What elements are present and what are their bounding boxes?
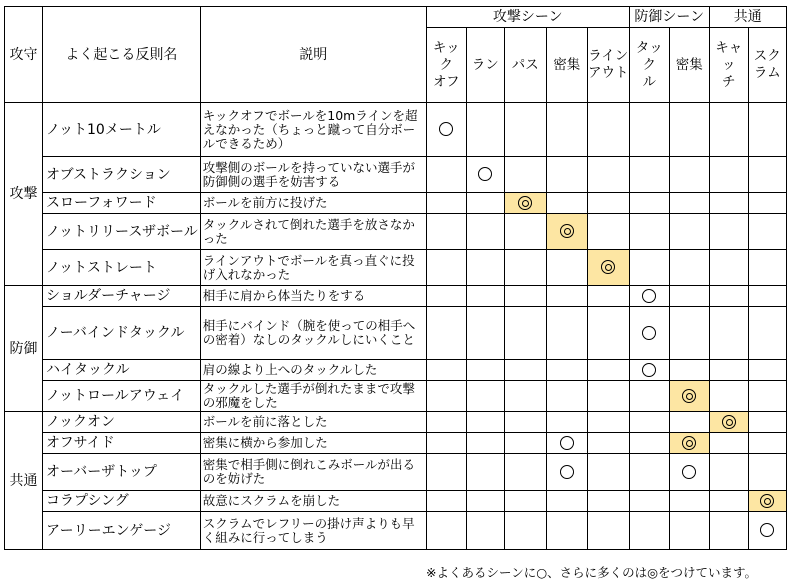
scene-cell [669,214,709,250]
double-circle-mark [518,196,532,210]
scene-cell [466,286,504,307]
scene-cell [426,512,466,550]
scene-cell [426,381,466,412]
scene-cell [748,412,786,433]
scene-cell [546,250,587,286]
scene-cell [587,360,629,381]
scene-cell [748,433,786,454]
foul-description: 相手にバインド（腕を使っての相手への密着）なしのタックルしにいくこと [200,307,426,360]
scene-cell [748,286,786,307]
double-circle-mark [682,389,696,403]
scene-cell [466,412,504,433]
table-row [5,412,787,433]
scene-cell [466,193,504,214]
scene-cell [748,250,786,286]
footnote: ※よくあるシーンに○、さらに多くのは◎をつけています。 [426,565,758,580]
scene-cell [629,307,669,360]
scene-cell [504,214,546,250]
double-circle-mark [682,436,696,450]
scene-cell [748,491,786,512]
foul-name: オーバーザトップ [43,454,201,491]
scene-cell [709,412,748,433]
circle-mark [682,465,696,479]
scene-cell [546,433,587,454]
foul-name: ノットリリースザボール [43,214,201,250]
circle-mark [642,363,656,377]
scene-cell [629,286,669,307]
table-row [5,433,787,454]
scene-cell [709,454,748,491]
scene-cell [709,307,748,360]
side-defense: 防御 [5,286,43,412]
scene-cell [669,512,709,550]
scene-cell [546,491,587,512]
scene-cell [466,491,504,512]
table-row [5,214,787,250]
table-row [5,491,787,512]
foul-description: タックルした選手が倒れたままで攻撃の邪魔をした [200,381,426,412]
scene-cell [629,412,669,433]
header-desc: 説明 [200,7,426,103]
scene-cell [669,433,709,454]
foul-description: ボールを前方に投げた [200,193,426,214]
double-circle-mark [601,260,615,274]
scene-cell [426,214,466,250]
scene-cell [504,433,546,454]
scene-cell [504,103,546,157]
scene-cell [669,193,709,214]
scene-cell [748,512,786,550]
scene-cell [504,157,546,193]
scene-cell [748,103,786,157]
foul-description: キックオフでボールを10mラインを超えなかった（ちょっと蹴って自分ボールできるため） [200,103,426,157]
scene-cell [669,454,709,491]
scene-cell [504,454,546,491]
scene-cell [669,307,709,360]
scene-header-7: キャッ チ [709,28,748,103]
scene-cell [748,307,786,360]
scene-cell [629,193,669,214]
scene-header-1: ラン [466,28,504,103]
scene-cell [426,412,466,433]
scene-cell [504,193,546,214]
scene-cell [748,381,786,412]
scene-cell [587,433,629,454]
foul-name: オブストラクション [43,157,201,193]
scene-cell [669,491,709,512]
scene-cell [709,491,748,512]
scene-cell [629,491,669,512]
scene-cell [587,512,629,550]
scene-cell [587,307,629,360]
scene-cell [669,250,709,286]
foul-table [4,6,787,550]
header-name: よく起こる反則名 [43,7,201,103]
scene-cell [426,491,466,512]
scene-header-5: タック ル [629,28,669,103]
scene-cell [504,286,546,307]
scene-cell [587,412,629,433]
circle-mark [439,122,453,136]
foul-description: タックルされて倒れた選手を放さなかった [200,214,426,250]
scene-cell [709,157,748,193]
header-group-attack: 攻撃シーン [426,7,629,28]
scene-cell [587,250,629,286]
circle-mark [642,289,656,303]
foul-description: 相手に肩から体当たりをする [200,286,426,307]
scene-cell [709,103,748,157]
scene-cell [546,360,587,381]
scene-cell [748,193,786,214]
scene-cell [669,360,709,381]
scene-cell [546,412,587,433]
scene-cell [629,157,669,193]
scene-cell [587,193,629,214]
scene-cell [426,193,466,214]
scene-cell [504,381,546,412]
foul-name: ノット10メートル [43,103,201,157]
scene-header-3: 密集 [546,28,587,103]
foul-name: ノックオン [43,412,201,433]
scene-cell [466,214,504,250]
scene-cell [504,250,546,286]
foul-name: スローフォワード [43,193,201,214]
scene-cell [629,360,669,381]
scene-cell [466,512,504,550]
foul-name: コラプシング [43,491,201,512]
double-circle-mark [722,415,736,429]
scene-cell [709,433,748,454]
circle-mark [760,523,774,537]
foul-description: 密集に横から参加した [200,433,426,454]
scene-cell [669,381,709,412]
scene-cell [709,360,748,381]
circle-mark [478,167,492,181]
scene-cell [546,193,587,214]
side-common: 共通 [5,412,43,550]
header-group-common: 共通 [709,7,786,28]
header-group-defense: 防御シーン [629,7,709,28]
foul-name: ノットロールアウェイ [43,381,201,412]
table-row [5,103,787,157]
scene-cell [546,286,587,307]
scene-cell [546,157,587,193]
scene-header-0: キック オフ [426,28,466,103]
scene-cell [629,433,669,454]
scene-header-6: 密集 [669,28,709,103]
table-row [5,193,787,214]
scene-cell [466,157,504,193]
scene-cell [466,250,504,286]
circle-mark [642,326,656,340]
scene-cell [587,491,629,512]
scene-cell [426,307,466,360]
scene-cell [709,381,748,412]
scene-cell [466,454,504,491]
table-row [5,381,787,412]
scene-cell [629,454,669,491]
scene-header-4: ライン アウト [587,28,629,103]
header-side: 攻守 [5,7,43,103]
scene-cell [748,360,786,381]
scene-cell [546,307,587,360]
scene-cell [546,512,587,550]
scene-cell [504,307,546,360]
scene-cell [709,214,748,250]
scene-cell [546,103,587,157]
scene-cell [466,360,504,381]
scene-header-8: スクラム [748,28,786,103]
scene-cell [426,286,466,307]
foul-description: スクラムでレフリーの掛け声よりも早く組みに行ってしまう [200,512,426,550]
scene-cell [669,157,709,193]
scene-cell [466,307,504,360]
scene-cell [426,433,466,454]
foul-description: 密集で相手側に倒れこみボールが出るのを妨げた [200,454,426,491]
scene-cell [426,157,466,193]
scene-cell [748,214,786,250]
scene-cell [587,286,629,307]
foul-name: ノーバインドタックル [43,307,201,360]
double-circle-mark [560,224,574,238]
scene-header-2: パス [504,28,546,103]
scene-cell [709,250,748,286]
scene-cell [587,381,629,412]
foul-name: ショルダーチャージ [43,286,201,307]
scene-cell [504,360,546,381]
double-circle-mark [760,494,774,508]
table-row [5,360,787,381]
scene-cell [466,433,504,454]
scene-cell [709,512,748,550]
scene-cell [426,103,466,157]
circle-mark [560,436,574,450]
scene-cell [466,103,504,157]
scene-cell [709,193,748,214]
scene-cell [669,286,709,307]
foul-description: 肩の線より上へのタックルした [200,360,426,381]
scene-cell [629,381,669,412]
table-row [5,250,787,286]
foul-name: ハイタックル [43,360,201,381]
foul-name: ノットストレート [43,250,201,286]
scene-cell [748,454,786,491]
scene-cell [748,157,786,193]
scene-cell [546,454,587,491]
scene-cell [587,103,629,157]
foul-description: ボールを前に落とした [200,412,426,433]
table-row [5,307,787,360]
scene-cell [709,286,748,307]
scene-cell [504,512,546,550]
scene-cell [629,214,669,250]
foul-description: 攻撃側のボールを持っていない選手が防御側の選手を妨害する [200,157,426,193]
scene-cell [669,103,709,157]
circle-mark [560,465,574,479]
table-row [5,286,787,307]
scene-cell [504,412,546,433]
scene-cell [629,250,669,286]
table-row [5,157,787,193]
foul-name: オフサイド [43,433,201,454]
foul-description: ラインアウトでボールを真っ直ぐに投げ入れなかった [200,250,426,286]
scene-cell [466,381,504,412]
foul-name: アーリーエンゲージ [43,512,201,550]
scene-cell [546,381,587,412]
scene-cell [426,454,466,491]
scene-cell [629,103,669,157]
foul-description: 故意にスクラムを崩した [200,491,426,512]
scene-cell [587,214,629,250]
side-attack: 攻撃 [5,103,43,286]
scene-cell [504,491,546,512]
scene-cell [669,412,709,433]
scene-cell [426,360,466,381]
scene-cell [587,454,629,491]
scene-cell [587,157,629,193]
scene-cell [546,214,587,250]
table-row [5,454,787,491]
table-row [5,512,787,550]
scene-cell [629,512,669,550]
scene-cell [426,250,466,286]
